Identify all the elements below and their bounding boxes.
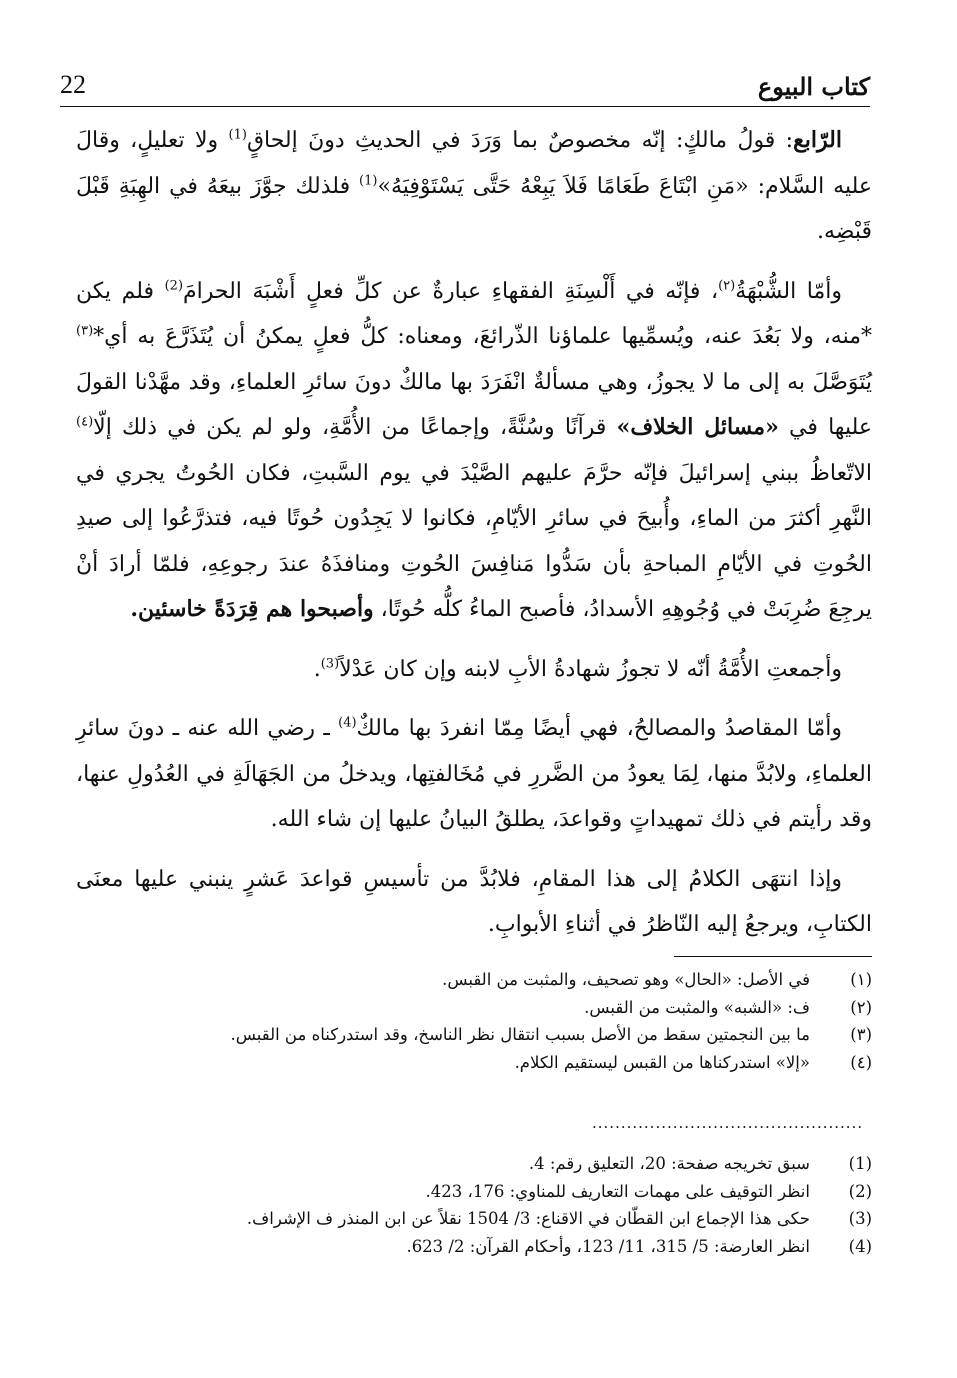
footnote-number: (١) (850, 970, 872, 989)
footnote-ref: (1) (359, 173, 378, 189)
footnote-text: سبق تخريجه صفحة: 20، التعليق رقم: 4. (528, 1154, 810, 1173)
footnote-number: (2) (848, 1181, 872, 1201)
footnote-text: انظر العارضة: 5/ 315، 11/ 123، وأحكام القرآن: 2/ 623. (406, 1236, 810, 1256)
footnote-number: (٤) (850, 1052, 872, 1072)
paragraph-text: يُتَوَصَّلَ به إلى ما لا يجوزُ، وهي مسألةٌ انْفَرَدَ بها مالكٌ دونَ سائرِ العلماءِ، وقد مهَّدْنا القولَ عليها في (76, 369, 872, 440)
reference-footnotes (100, 1150, 872, 1260)
footnote-item (100, 1205, 872, 1233)
book-reference: «مسائل الخلاف» (616, 414, 779, 440)
page-header (60, 62, 870, 107)
critical-footnotes (100, 966, 872, 1076)
footnote-ref: (3) (320, 656, 340, 672)
footnote-item (100, 1233, 872, 1261)
footnote-item (100, 994, 872, 1022)
footnote-number: (3) (848, 1209, 872, 1228)
paragraph-text: قرآنًا وسُنَّةً، وإجماعًا من الأُمَّةِ، ولو لم يكن في ذلك إلّا (93, 415, 617, 440)
paragraph-text: : قولُ مالكٍ: إنّه مخصوصٌ بما وَرَدَ في الحديثِ دونَ إلحاقٍ (246, 128, 794, 153)
footnote-item (100, 1021, 872, 1049)
footnote-text: ما بين النجمتين سقط من الأصل بسبب انتقال نظر الناسخ، وقد استدركناه من القبس. (230, 1025, 810, 1044)
footnote-number: (٢) (850, 997, 872, 1017)
page-number: 22 (60, 70, 86, 99)
paragraph-maqasid (76, 706, 872, 843)
running-title: كتاب البيوع (757, 72, 870, 101)
paragraph-text: ـ رضي الله عنه ـ دونَ سائرِ العلماءِ، ولابُدَّ منها، لِمَا يعودُ من الضَّررِ في مُخَالفتِها، ويدخلُ من الجَهَالَةِ في العُدُولِ عنها، وقد رأيتم في ذلك تمهيداتٍ وقواعدَ، يطلقُ البيانُ عليها إن شاء الله. (76, 716, 872, 832)
paragraph-text: . (313, 656, 321, 682)
paragraph-consensus (76, 647, 872, 693)
footnote-number: (٣) (850, 1025, 872, 1044)
footnote-number: (4) (848, 1236, 872, 1256)
paragraph-text: فلذلك جوَّزَ بيعَهُ في الهِبَةِ قَبْلَ قَبْضِه. (76, 173, 872, 244)
paragraph-text: الاتّعاظُ ببني إسرائيلَ فإنّه حرَّمَ عليهم الصَّيْدَ في يوم السَّبتِ، فكان الحُوتُ يجري في النَّهرِ أكثرَ من الماءِ، وأُبيحَ في سائرِ الأيّامِ، فكانوا لا يَجِدُون حُوتًا فيه، فتذرَّعُوا إلى صيدِ الحُوتِ في الأيّامِ المباحةِ بأن سَدُّوا مَنافِسَ الحُوتِ ومنافذَهُ عندَ رجوعِهِ، فلمّا أرادَ أنْ يرجِعَ ضُرِبَتْ في وُجُوهِهِ الأسدادُ، فأصبح الماءُ كلُّه حُوتًا، (76, 460, 872, 622)
paragraph-text: وأمّا الشُّبْهَةُ (735, 278, 843, 304)
footnote-text: حكى هذا الإجماع ابن القطّان في الاقناع: 3/ 1504 نقلاً عن ابن المنذر ف الإشراف. (246, 1209, 810, 1228)
footnote-text: في الأصل: «الحال» وهو تصحيف، والمثبت من القبس. (442, 970, 810, 989)
main-text (76, 118, 872, 962)
paragraph-text: فلم يكن *منه، ولا بَعُدَ عنه، ويُسمِّيها علماؤنا الذّرائعَ، ومعناه: كلُّ فعلٍ يمكنُ أن يُتَذَرَّعَ به أي* (76, 278, 872, 349)
footnote-item (100, 1150, 872, 1178)
footnote-ref: (4) (338, 715, 357, 731)
footnote-text: ف: «الشبه» والمثبت من القبس. (584, 997, 810, 1017)
footnote-item (100, 1049, 872, 1077)
paragraph-text: ، فإنّه في أَلْسِنَةِ الفقهاءِ عبارةٌ عن كلِّ فعلٍ أَشْبَهَ الحرامَ (183, 278, 719, 304)
footnote-item (100, 1178, 872, 1206)
paragraph-text: وأمّا المقاصدُ والمصالحُ، فهي أيضًا مِمّا انفردَ بها مالكٌ (356, 716, 842, 741)
footnote-text: «إلا» استدركناها من القبس ليستقيم الكلام. (514, 1052, 810, 1072)
footnote-separator-line (674, 956, 872, 957)
paragraph-text: وأجمعتِ الأُمَّةُ أنّه لا تجوزُ شهادةُ الأبِ لابنه وإن كان عَدْلاً (339, 656, 842, 682)
paragraph-lead: الرّابع (793, 127, 842, 153)
quran-quote: وأصبحوا هم قِرَدَةً خاسئين. (130, 596, 374, 622)
footnote-ref: (2) (164, 278, 184, 294)
dotted-separator: ............................................... (592, 1114, 864, 1132)
paragraph-conclusion (76, 857, 872, 948)
footnote-ref: (٣) (76, 323, 94, 339)
footnote-ref: (٤) (76, 414, 94, 430)
footnote-item (100, 966, 872, 994)
footnote-text: انظر التوقيف على مهمات التعاريف للمناوي: 176، 423. (425, 1181, 810, 1201)
paragraph-shubha (76, 269, 872, 633)
footnote-ref: (٢) (718, 278, 736, 294)
paragraph-text: وإذا انتهَى الكلامُ إلى هذا المقامِ، فلابُدَّ من تأسيسِ قواعدَ عَشرٍ ينبني عليها معنَى الكتابِ، ويرجعُ إليه النّاظرُ في أثناءِ الأبوابِ. (76, 866, 872, 937)
paragraph-fourth (76, 118, 872, 255)
footnote-number: (1) (848, 1154, 872, 1173)
paragraph-text: ولا تعليلٍ، وقالَ عليه السَّلام: «مَنِ ابْتَاعَ طَعَامًا فَلاَ يَبِعْهُ حَتَّى يَسْتَوْفِيَهُ» (76, 128, 872, 199)
footnote-ref: (1) (228, 127, 247, 143)
